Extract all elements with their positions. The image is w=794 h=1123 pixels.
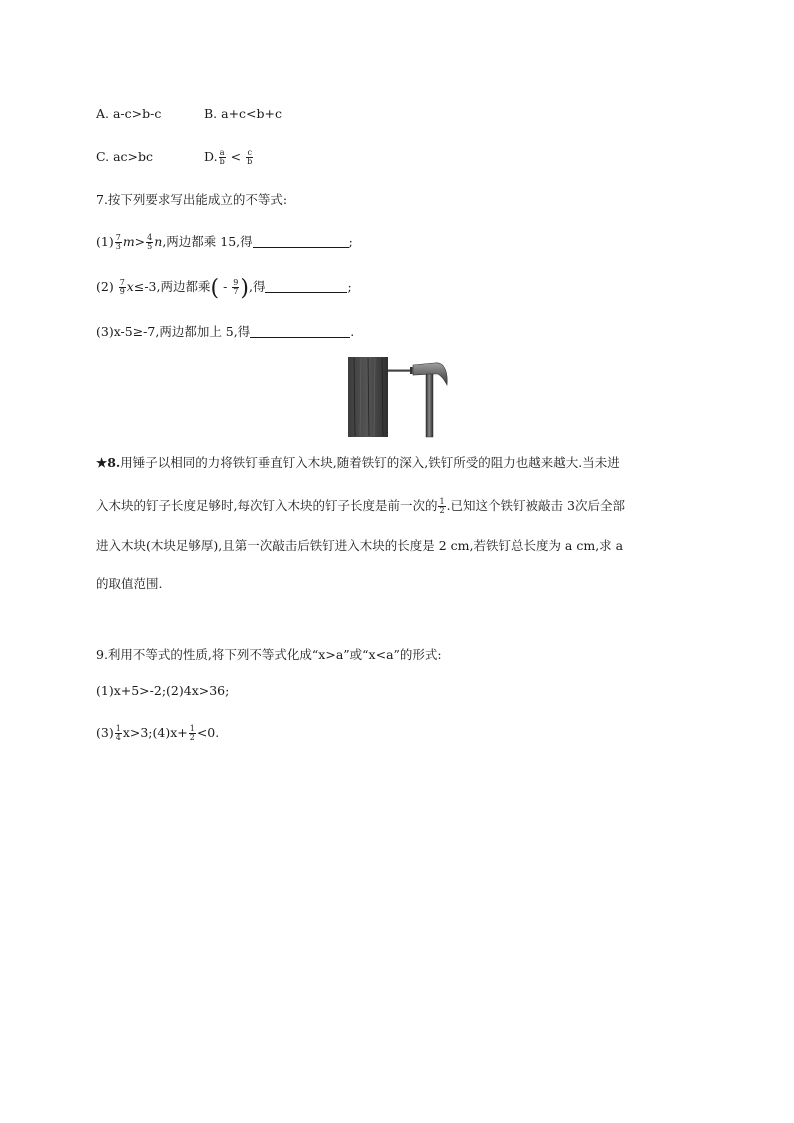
q9-line-1: (1)x+5>-2;(2)4x>36; [96, 683, 230, 698]
q7-p1-var-m: m [122, 234, 135, 249]
q7-part-1 [96, 232, 353, 252]
q8-text-line-3: 进入木块(木块足够厚),且第一次敲击后铁钉进入木块的长度是 2 cm,若铁钉总长度为 a cm,求 a [96, 538, 624, 553]
option-d [204, 147, 254, 167]
option-b-text: B. a+c<b+c [204, 106, 283, 121]
q7-p2-tail: ,得 [248, 279, 266, 294]
q8-fraction-half [438, 498, 445, 515]
q7-stem: 7.按下列要求写出能成立的不等式: [96, 192, 288, 207]
option-c [96, 147, 153, 167]
q9-fraction-half [189, 725, 196, 742]
q7-p1-tail: ,两边都乘 15,得 [162, 234, 253, 249]
fraction-numerator: 7 [119, 278, 125, 287]
fraction-denominator: 5 [147, 242, 153, 251]
fraction-numerator: a [219, 148, 225, 157]
q7-p2-var-x: x [126, 279, 134, 294]
q7-p2-prefix: (2) [96, 279, 114, 294]
q7-p2-end: ; [347, 279, 352, 294]
q8-line-4 [96, 574, 706, 594]
fraction-denominator: 7 [233, 287, 239, 296]
fraction-numerator: 1 [189, 724, 195, 733]
q8-line-1 [96, 453, 706, 473]
option-b [204, 104, 282, 124]
hammer-nail-illustration [346, 355, 452, 439]
option-a-text: A. a-c>b-c [96, 106, 162, 121]
q7-p2-left-paren: ( [210, 276, 220, 301]
q7-p2-minus: - [223, 279, 228, 294]
fraction-denominator: 2 [189, 733, 195, 742]
wood-block [348, 357, 388, 437]
q7-p2-answer-blank[interactable] [265, 279, 347, 293]
option-d-label: D. [204, 149, 218, 164]
q7-p1-var-n: n [154, 234, 163, 249]
fraction-numerator: 1 [115, 724, 121, 733]
q9-l2-middle: x>3;(4)x+ [122, 725, 188, 740]
q8-star-number: ★8. [96, 455, 121, 470]
nail-icon [388, 367, 413, 374]
fraction-denominator: 2 [439, 506, 445, 515]
fraction-denominator: 3 [115, 242, 121, 251]
q7-p1-fraction-2 [146, 234, 153, 251]
q7-p2-condition: ≤-3,两边都乘 [133, 279, 211, 294]
fraction-numerator: c [247, 148, 252, 157]
q9-l2-end: <0. [196, 725, 220, 740]
q8-line-3 [96, 536, 706, 556]
fraction-numerator: 1 [439, 497, 445, 506]
q9-fraction-quarter [115, 725, 122, 742]
q8-text-line-2b: .已知这个铁钉被敲击 3次后全部 [446, 498, 625, 513]
option-a [96, 104, 161, 124]
q7-p1-prefix: (1) [96, 234, 114, 249]
q7-p3-end: . [350, 324, 355, 339]
q9-stem: 9.利用不等式的性质,将下列不等式化成“x>a”或“x<a”的形式: [96, 647, 442, 662]
q8-text-line-4: 的取值范围. [96, 576, 163, 591]
q7-p1-end: ; [348, 234, 353, 249]
option-c-text: C. ac>bc [96, 149, 153, 164]
q7-p2-right-paren: ) [240, 276, 249, 301]
q7-p2-fraction [119, 279, 126, 296]
q7-p1-operator: > [134, 234, 146, 249]
fraction-denominator: b [247, 157, 253, 166]
q7-p3-text: (3)x-5≥-7,两边都加上 5,得 [96, 324, 251, 339]
q7-part-2 [96, 277, 352, 299]
option-d-operator: < [230, 149, 242, 164]
q9-l2-prefix: (3) [96, 725, 114, 740]
q7-p1-fraction-1 [115, 234, 122, 251]
fraction-numerator: 9 [233, 278, 239, 287]
fraction-denominator: 9 [119, 287, 125, 296]
hammer-icon [413, 363, 447, 437]
q7-p1-answer-blank[interactable] [253, 234, 349, 248]
q8-text-line-2: 入木块的钉子长度足够时,每次钉入木块的钉子长度是前一次的 [96, 498, 438, 513]
option-d-fraction-2 [246, 149, 253, 166]
q8-text-line-1: 用锤子以相同的力将铁钉垂直钉入木块,随着铁钉的深入,铁钉所受的阻力也越来越大.当未进 [120, 455, 620, 470]
q8-line-2 [96, 496, 706, 516]
option-d-fraction-1 [219, 149, 226, 166]
fraction-numerator: 7 [115, 233, 121, 242]
fraction-numerator: 4 [147, 233, 153, 242]
q7-part-3 [96, 322, 354, 342]
q7-p2-paren-fraction [232, 279, 239, 296]
q7-p3-answer-blank[interactable] [250, 324, 350, 338]
q9-line-2 [96, 723, 219, 743]
fraction-denominator: b [219, 157, 225, 166]
fraction-denominator: 4 [115, 733, 121, 742]
